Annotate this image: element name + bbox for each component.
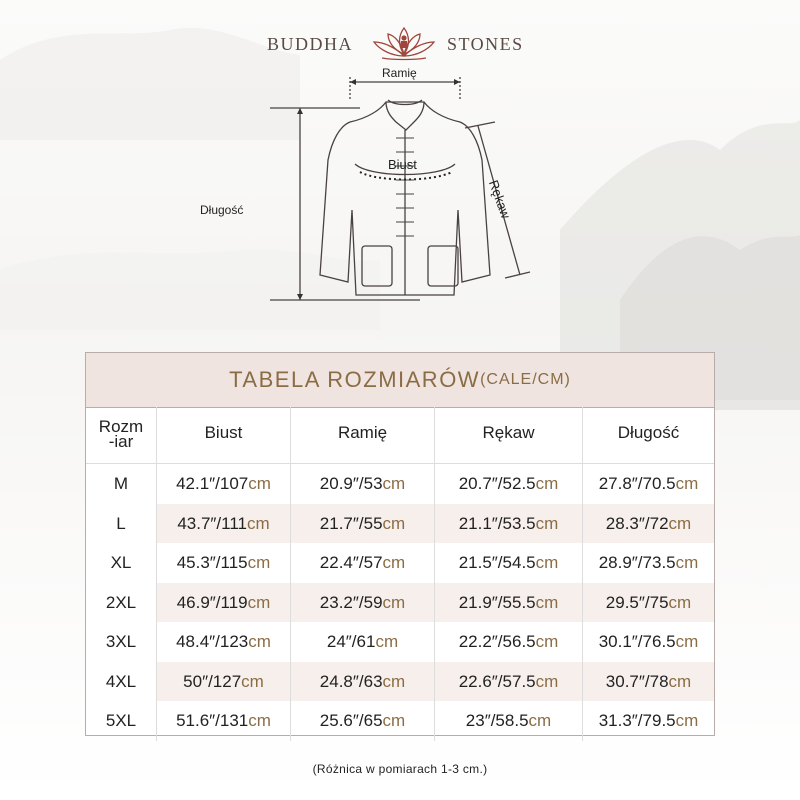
jacket-outline-icon bbox=[0, 60, 800, 320]
lotus-meditation-logo-icon bbox=[368, 24, 440, 64]
shoulder-label: Ramię bbox=[382, 66, 417, 80]
unit-cm: cm bbox=[382, 711, 406, 730]
size-chart-table bbox=[85, 352, 715, 736]
cell-value: 21.7″/55 bbox=[319, 513, 383, 533]
jacket-measurement-diagram bbox=[0, 60, 800, 320]
unit-cm: cm bbox=[675, 632, 699, 651]
cell-size bbox=[86, 504, 156, 544]
cell-value: 22.2″/56.5 bbox=[458, 632, 536, 651]
cell-value: 29.5″/75 bbox=[605, 592, 669, 612]
cell-value: M bbox=[113, 474, 129, 493]
cell-sleeve bbox=[434, 662, 582, 702]
unit-cm: cm bbox=[535, 474, 559, 493]
measurement-tolerance-note: (Różnica w pomiarach 1-3 cm.) bbox=[312, 762, 488, 776]
unit-cm: cm bbox=[248, 711, 271, 730]
unit-cm: cm bbox=[382, 671, 406, 691]
unit-cm: cm bbox=[535, 553, 559, 572]
cell-length bbox=[582, 504, 714, 544]
cell-length bbox=[582, 583, 714, 623]
unit-cm: cm bbox=[247, 592, 271, 612]
table-row bbox=[86, 464, 714, 504]
cell-sleeve bbox=[434, 504, 582, 544]
cell-value: 28.9″/73.5 bbox=[598, 553, 676, 572]
cell-value: 30.7″/78 bbox=[605, 671, 669, 691]
cell-value: 23″/58.5 bbox=[465, 711, 529, 730]
cell-value: 22.4″/57 bbox=[319, 553, 383, 572]
brand-name-left: BUDDHA bbox=[266, 34, 353, 54]
cell-value: 4XL bbox=[105, 671, 137, 691]
cell-value: 5XL bbox=[105, 711, 137, 730]
cell-shoulder bbox=[290, 464, 434, 504]
cell-bust bbox=[156, 622, 290, 662]
cell-length bbox=[582, 662, 714, 702]
cell-length bbox=[582, 701, 714, 741]
cell-value: 20.7″/52.5 bbox=[458, 474, 536, 493]
unit-cm: cm bbox=[675, 711, 699, 730]
unit-cm: cm bbox=[382, 513, 406, 533]
cell-value: 51.6″/131 bbox=[176, 711, 249, 730]
table-row bbox=[86, 662, 714, 702]
cell-sleeve bbox=[434, 543, 582, 583]
cell-length bbox=[582, 622, 714, 662]
bust-label: Biust bbox=[388, 157, 417, 172]
cell-bust bbox=[156, 701, 290, 741]
table-row bbox=[86, 543, 714, 583]
cell-value: 30.1″/76.5 bbox=[598, 632, 676, 651]
cell-shoulder bbox=[290, 701, 434, 741]
cell-value: 45.3″/115 bbox=[176, 553, 248, 572]
cell-value: 21.5″/54.5 bbox=[458, 553, 536, 572]
cell-shoulder bbox=[290, 583, 434, 623]
table-title-text: TABELA ROZMIARÓW bbox=[229, 367, 481, 392]
table-title-unit: (CALE/CM) bbox=[480, 371, 571, 388]
length-label: Długość bbox=[200, 203, 244, 217]
cell-bust bbox=[156, 543, 290, 583]
cell-value: XL bbox=[110, 553, 132, 572]
cell-size bbox=[86, 701, 156, 741]
unit-cm: cm bbox=[382, 474, 406, 493]
cell-value: 25.6″/65 bbox=[319, 711, 383, 730]
unit-cm: cm bbox=[668, 513, 692, 533]
unit-cm: cm bbox=[247, 553, 271, 572]
unit-cm: cm bbox=[241, 671, 264, 691]
cell-value: 46.9″/119 bbox=[176, 592, 248, 612]
header-size: Rozm -iar bbox=[98, 417, 144, 451]
cell-value: 21.1″/53.5 bbox=[458, 513, 536, 533]
cell-value: 43.7″/111 bbox=[177, 513, 247, 533]
cell-shoulder bbox=[290, 622, 434, 662]
header-length: Długość bbox=[582, 407, 714, 463]
unit-cm: cm bbox=[375, 632, 399, 651]
cell-size bbox=[86, 543, 156, 583]
cell-value: 42.1″/107 bbox=[176, 474, 249, 493]
table-row bbox=[86, 622, 714, 662]
cell-value: 27.8″/70.5 bbox=[598, 474, 676, 493]
cell-value: 21.9″/55.5 bbox=[458, 592, 536, 612]
cell-value: 24″/61 bbox=[326, 632, 376, 651]
cell-bust bbox=[156, 504, 290, 544]
cell-value: 48.4″/123 bbox=[176, 632, 249, 651]
table-title bbox=[86, 353, 714, 408]
unit-cm: cm bbox=[668, 671, 692, 691]
cell-sleeve bbox=[434, 622, 582, 662]
cell-value: 3XL bbox=[105, 632, 137, 651]
cell-bust bbox=[156, 662, 290, 702]
header-sleeve: Rękaw bbox=[434, 407, 582, 463]
unit-cm: cm bbox=[535, 592, 559, 612]
cell-shoulder bbox=[290, 662, 434, 702]
cell-value: 24.8″/63 bbox=[319, 671, 383, 691]
unit-cm: cm bbox=[535, 671, 559, 691]
cell-value: 22.6″/57.5 bbox=[458, 671, 536, 691]
unit-cm: cm bbox=[675, 553, 699, 572]
unit-cm: cm bbox=[535, 513, 559, 533]
cell-length bbox=[582, 464, 714, 504]
sleeve-label: Rękaw bbox=[485, 178, 514, 221]
table-row bbox=[86, 701, 714, 741]
cell-value: 2XL bbox=[105, 592, 137, 612]
unit-cm: cm bbox=[668, 592, 692, 612]
table-row bbox=[86, 504, 714, 544]
cell-shoulder bbox=[290, 543, 434, 583]
cell-value: L bbox=[116, 513, 126, 533]
cell-shoulder bbox=[290, 504, 434, 544]
unit-cm: cm bbox=[248, 474, 271, 493]
unit-cm: cm bbox=[247, 513, 270, 533]
cell-value: 31.3″/79.5 bbox=[598, 711, 676, 730]
cell-length bbox=[582, 543, 714, 583]
header-bust: Biust bbox=[156, 407, 290, 463]
cell-size bbox=[86, 583, 156, 623]
cell-value: 23.2″/59 bbox=[319, 592, 383, 612]
cell-size bbox=[86, 622, 156, 662]
table-header-row bbox=[86, 407, 714, 464]
brand-header bbox=[0, 24, 800, 64]
unit-cm: cm bbox=[675, 474, 699, 493]
cell-size bbox=[86, 464, 156, 504]
table-row bbox=[86, 583, 714, 623]
unit-cm: cm bbox=[382, 553, 406, 572]
header-shoulder: Ramię bbox=[290, 407, 434, 463]
brand-name-right: STONES bbox=[447, 34, 524, 54]
table-body bbox=[86, 407, 714, 741]
cell-value: 20.9″/53 bbox=[319, 474, 383, 493]
cell-sleeve bbox=[434, 464, 582, 504]
cell-sleeve bbox=[434, 701, 582, 741]
cell-sleeve bbox=[434, 583, 582, 623]
unit-cm: cm bbox=[535, 632, 559, 651]
unit-cm: cm bbox=[382, 592, 406, 612]
cell-value: 50″/127 bbox=[183, 671, 242, 691]
unit-cm: cm bbox=[528, 711, 552, 730]
unit-cm: cm bbox=[248, 632, 271, 651]
cell-value: 28.3″/72 bbox=[605, 513, 669, 533]
cell-bust bbox=[156, 583, 290, 623]
cell-bust bbox=[156, 464, 290, 504]
cell-size bbox=[86, 662, 156, 702]
